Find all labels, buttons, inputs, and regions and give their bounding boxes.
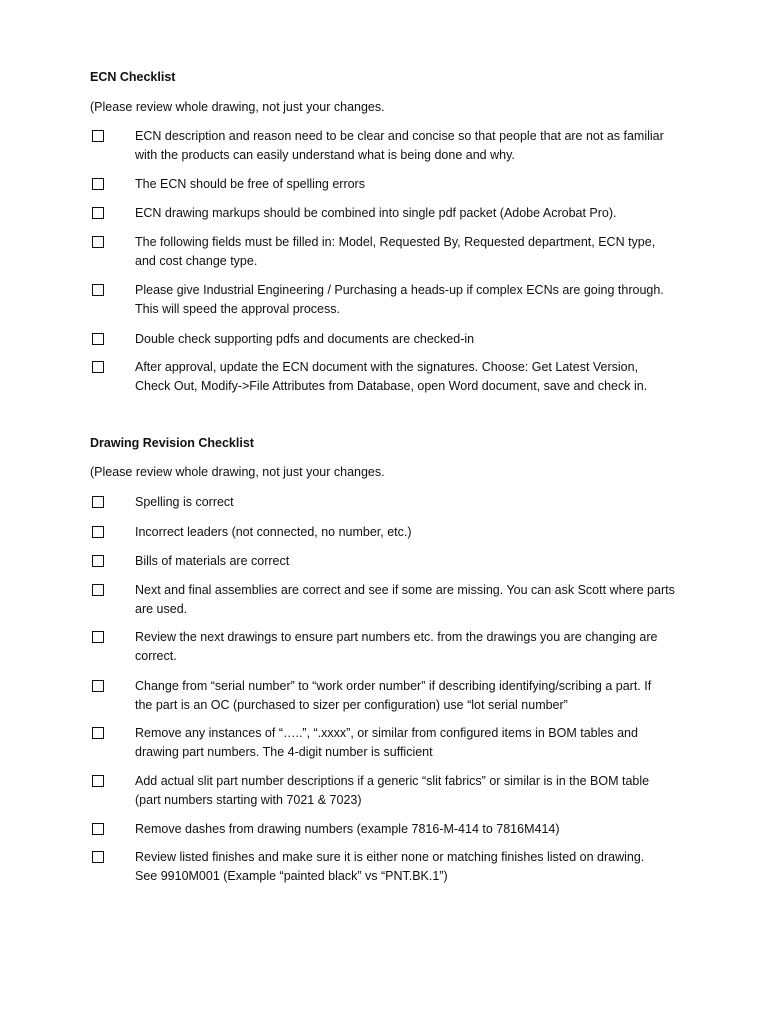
checkbox[interactable] <box>92 775 104 787</box>
checkbox[interactable] <box>92 584 104 596</box>
drawing-item-text: Change from “serial number” to “work order number” if describing identifying/scribing a part. If the part is an OC (purchased to sizer per configuration) use “lot serial number” <box>135 679 652 712</box>
drawing-item-text: Incorrect leaders (not connected, no number, etc.) <box>135 525 412 539</box>
ecn-item-text: The following fields must be filled in: Model, Requested By, Requested department, ECN type, and cost change type. <box>135 235 656 268</box>
drawing-checklist-title: Drawing Revision Checklist <box>90 436 254 450</box>
checkbox[interactable] <box>92 207 104 219</box>
checkbox[interactable] <box>92 851 104 863</box>
drawing-checklist-intro: (Please review whole drawing, not just your changes. <box>90 465 385 479</box>
ecn-item-text: The ECN should be free of spelling errors <box>135 177 365 191</box>
ecn-item-text: After approval, update the ECN document with the signatures. Choose: Get Latest Version, Check Out, Modify->File Attributes from Database, open Word document, save and check in. <box>135 360 648 393</box>
ecn-item-text: ECN drawing markups should be combined into single pdf packet (Adobe Acrobat Pro). <box>135 206 617 220</box>
checkbox[interactable] <box>92 178 104 190</box>
ecn-item-text: Please give Industrial Engineering / Purchasing a heads-up if complex ECNs are going through. This will speed the approval process. <box>135 283 664 316</box>
ecn-checklist-intro: (Please review whole drawing, not just your changes. <box>90 100 385 114</box>
ecn-item-text: ECN description and reason need to be clear and concise so that people that are not as familiar with the products can easily understand what is being done and why. <box>135 129 664 162</box>
checkbox[interactable] <box>92 130 104 142</box>
drawing-item-text: Next and final assemblies are correct and see if some are missing. You can ask Scott where parts are used. <box>135 583 675 616</box>
drawing-item-text: Review the next drawings to ensure part numbers etc. from the drawings you are changing are correct. <box>135 630 658 663</box>
checkbox[interactable] <box>92 555 104 567</box>
drawing-item-text: Review listed finishes and make sure it is either none or matching finishes listed on drawing. See 9910M001 (Example “painted black” vs “PNT.BK.1”) <box>135 850 645 883</box>
checkbox[interactable] <box>92 631 104 643</box>
ecn-checklist-title: ECN Checklist <box>90 70 176 84</box>
drawing-item-text: Remove any instances of “…..”, “.xxxx”, or similar from configured items in BOM tables and drawing part numbers. The 4-digit number is sufficient <box>135 726 638 759</box>
checkbox[interactable] <box>92 236 104 248</box>
drawing-item-text: Add actual slit part number descriptions if a generic “slit fabrics” or similar is in the BOM table (part numbers starting with 7021 & 7023) <box>135 774 650 807</box>
checkbox[interactable] <box>92 333 104 345</box>
ecn-item-text: Double check supporting pdfs and documents are checked-in <box>135 332 475 346</box>
checkbox[interactable] <box>92 526 104 538</box>
checkbox[interactable] <box>92 284 104 296</box>
drawing-item-text: Bills of materials are correct <box>135 554 290 568</box>
drawing-item-text: Remove dashes from drawing numbers (example 7816-M-414 to 7816M414) <box>135 822 560 836</box>
checkbox[interactable] <box>92 823 104 835</box>
checkbox[interactable] <box>92 727 104 739</box>
checkbox[interactable] <box>92 361 104 373</box>
drawing-item-text: Spelling is correct <box>135 495 234 509</box>
checkbox[interactable] <box>92 680 104 692</box>
checkbox[interactable] <box>92 496 104 508</box>
